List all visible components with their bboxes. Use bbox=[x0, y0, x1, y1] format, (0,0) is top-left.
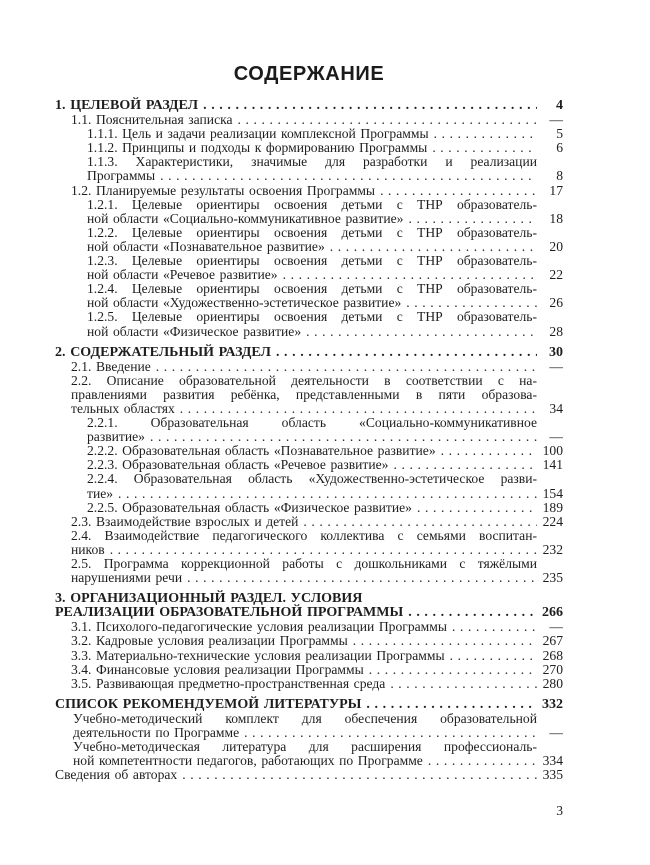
dot-leader bbox=[180, 402, 537, 416]
toc-entry bbox=[55, 501, 563, 515]
toc-entry-last-line bbox=[71, 649, 563, 663]
toc-entry-last-line bbox=[73, 754, 563, 768]
dot-leader bbox=[182, 768, 537, 782]
toc-entry-page: — bbox=[549, 112, 563, 128]
dot-leader bbox=[441, 444, 537, 458]
dot-leader bbox=[118, 487, 537, 501]
toc-entry-last-line bbox=[87, 487, 563, 501]
toc-entry bbox=[55, 557, 563, 585]
toc-entry bbox=[55, 677, 563, 691]
toc-entry-label: 2.1. Введение bbox=[71, 358, 151, 374]
dot-leader bbox=[450, 649, 537, 663]
dot-leader bbox=[393, 458, 537, 472]
toc-entry-label: 1.1.2. Принципы и подходы к формированию Программы bbox=[87, 140, 428, 156]
page-number: 3 bbox=[556, 803, 563, 819]
toc-entry bbox=[55, 360, 563, 374]
toc-entry-label: нарушениями речи bbox=[71, 570, 183, 586]
toc-entry bbox=[55, 634, 563, 648]
toc-entry bbox=[55, 458, 563, 472]
dot-leader bbox=[276, 346, 537, 360]
dot-leader bbox=[238, 113, 537, 127]
toc-entry-label: ной области «Социально-коммуникативное развитие» bbox=[87, 210, 404, 226]
toc-entry-page: 4 bbox=[556, 98, 563, 113]
toc-entry bbox=[55, 254, 563, 282]
toc-entry-last-line bbox=[87, 458, 563, 472]
toc-entry-page: 334 bbox=[542, 753, 563, 769]
toc-entry-label: Программы bbox=[87, 168, 156, 184]
toc-entry-page: 20 bbox=[549, 238, 563, 254]
toc-entry-label: 2. СОДЕРЖАТЕЛЬНЫЙ РАЗДЕЛ bbox=[55, 344, 271, 360]
toc-entry-last-line bbox=[71, 515, 563, 529]
dot-leader bbox=[428, 754, 537, 768]
toc-entry-last-line bbox=[87, 325, 563, 339]
toc-entry-label: развитие» bbox=[87, 429, 145, 445]
toc-entry bbox=[55, 127, 563, 141]
toc-entry-label: ной области «Речевое развитие» bbox=[87, 267, 278, 283]
dot-leader bbox=[390, 677, 537, 691]
toc-entry-page: 18 bbox=[549, 210, 563, 226]
toc-entry-last-line bbox=[87, 501, 563, 515]
toc-entry-wrap-line: 1.2.2. Целевые ориентиры освоения детьми с ТНР образователь- bbox=[87, 224, 537, 240]
toc-entry-page: 141 bbox=[542, 457, 563, 473]
toc-entry-page: — bbox=[549, 358, 563, 374]
toc-entry-label: 1.1.1. Цель и задачи реализации комплексной Программы bbox=[87, 126, 429, 142]
dot-leader bbox=[303, 515, 537, 529]
toc-entry-label: 1. ЦЕЛЕВОЙ РАЗДЕЛ bbox=[55, 98, 199, 113]
dot-leader bbox=[244, 726, 537, 740]
toc-entry-label: 2.2.3. Образовательная область «Речевое развитие» bbox=[87, 457, 389, 473]
dot-leader bbox=[330, 240, 537, 254]
toc-entry bbox=[55, 184, 563, 198]
toc-entry-last-line bbox=[73, 726, 563, 740]
dot-leader bbox=[417, 501, 537, 515]
toc-entry-wrap-line: правлениями развития ребёнка, представленными в пяти образова- bbox=[71, 386, 537, 402]
dot-leader bbox=[110, 543, 537, 557]
dot-leader bbox=[434, 127, 537, 141]
toc-entry-last-line bbox=[71, 620, 563, 634]
toc-entry-wrap-line: 1.2.1. Целевые ориентиры освоения детьми с ТНР образователь- bbox=[87, 196, 537, 212]
toc-entry-last-line bbox=[87, 212, 563, 226]
toc-entry bbox=[55, 712, 563, 740]
toc-entry-page: 268 bbox=[542, 647, 563, 663]
toc-entry-label: тие» bbox=[87, 485, 114, 501]
toc-entry-page: 8 bbox=[556, 168, 563, 184]
toc-entry bbox=[55, 374, 563, 416]
toc-entry bbox=[55, 444, 563, 458]
toc-entry-wrap-line: 1.2.5. Целевые ориентиры освоения детьми с ТНР образователь- bbox=[87, 309, 537, 325]
dot-leader bbox=[306, 325, 537, 339]
toc-entry-last-line bbox=[87, 169, 563, 183]
toc-entry-last-line bbox=[71, 184, 563, 198]
dot-leader bbox=[406, 296, 537, 310]
toc-entry-label: ной области «Познавательное развитие» bbox=[87, 238, 325, 254]
dot-leader bbox=[150, 430, 537, 444]
dot-leader bbox=[160, 169, 537, 183]
toc-entry-last-line bbox=[87, 240, 563, 254]
toc-entry-wrap-line: 2.4. Взаимодействие педагогического коллектива с семьями воспитан- bbox=[71, 527, 537, 543]
dot-leader bbox=[380, 184, 537, 198]
toc-entry-page: 267 bbox=[542, 633, 563, 649]
toc-entry bbox=[55, 155, 563, 183]
toc-entry bbox=[55, 99, 563, 113]
toc-entry bbox=[55, 198, 563, 226]
toc-entry-label: 1.1. Пояснительная записка bbox=[71, 112, 233, 128]
toc-entry-label: деятельности по Программе bbox=[73, 725, 240, 741]
toc-entry-page: 22 bbox=[549, 267, 563, 283]
toc-entry-last-line bbox=[71, 402, 563, 416]
toc-entry-wrap-line: 1.1.3. Характеристики, значимые для разработки и реализации bbox=[87, 154, 537, 170]
toc-entry-last-line bbox=[71, 571, 563, 585]
toc-entry-page: 6 bbox=[556, 140, 563, 156]
toc-entry-last-line bbox=[71, 634, 563, 648]
toc-entry bbox=[55, 740, 563, 768]
dot-leader bbox=[452, 620, 537, 634]
toc-entry-label: 3.5. Развивающая предметно-пространственная среда bbox=[71, 675, 386, 691]
toc-entry-label: ной компетентности педагогов, работающих по Программе bbox=[73, 753, 423, 769]
toc-entry-label: ной области «Художественно-эстетическое развитие» bbox=[87, 295, 402, 311]
toc-entry bbox=[55, 113, 563, 127]
toc-entry bbox=[55, 698, 563, 712]
toc-entry bbox=[55, 649, 563, 663]
toc-entry bbox=[55, 346, 563, 360]
toc-entry-page: 235 bbox=[542, 570, 563, 586]
toc-entry bbox=[55, 141, 563, 155]
toc-entry-wrap-line: 2.2.4. Образовательная область «Художественно-эстетическое разви- bbox=[87, 471, 537, 487]
toc-entry bbox=[55, 592, 563, 620]
toc-entry-page: — bbox=[549, 429, 563, 445]
toc-entry-page: 332 bbox=[542, 696, 563, 712]
dot-leader bbox=[408, 212, 537, 226]
toc-entry-last-line bbox=[71, 360, 563, 374]
toc-entry-page: 280 bbox=[542, 675, 563, 691]
toc-entry-wrap-line: 3. ОРГАНИЗАЦИОННЫЙ РАЗДЕЛ. УСЛОВИЯ bbox=[55, 591, 363, 607]
toc-entry-last-line bbox=[55, 768, 563, 782]
toc-entry bbox=[55, 310, 563, 338]
toc-entry-page: — bbox=[549, 619, 563, 635]
toc-entry-last-line bbox=[87, 268, 563, 282]
dot-leader bbox=[156, 360, 537, 374]
toc-entry-last-line bbox=[87, 141, 563, 155]
toc-entry bbox=[55, 226, 563, 254]
toc-entry bbox=[55, 472, 563, 500]
toc-entry-label: 2.2.2. Образовательная область «Познавательное развитие» bbox=[87, 443, 436, 459]
toc-entry-wrap-line: Учебно-методическая литература для расширения профессиональ- bbox=[73, 739, 537, 755]
toc-entry bbox=[55, 282, 563, 310]
toc-entry-page: 34 bbox=[549, 400, 563, 416]
toc-entry-page: 154 bbox=[542, 485, 563, 501]
toc-entry bbox=[55, 768, 563, 782]
toc-entry-page: 5 bbox=[556, 126, 563, 142]
toc-entry-last-line bbox=[71, 663, 563, 677]
toc-entry-last-line bbox=[87, 296, 563, 310]
toc-entry-last-line bbox=[55, 99, 563, 113]
toc-entry-page: 100 bbox=[542, 443, 563, 459]
toc-entry bbox=[55, 620, 563, 634]
toc-entry bbox=[55, 529, 563, 557]
toc-list bbox=[55, 99, 563, 782]
toc-entry bbox=[55, 663, 563, 677]
toc-entry-wrap-line: 2.2.1. Образовательная область «Социально-коммуникативное bbox=[87, 415, 537, 431]
page-title: СОДЕРЖАНИЕ bbox=[233, 63, 385, 85]
toc-entry-page: 28 bbox=[549, 323, 563, 339]
toc-entry-last-line bbox=[71, 113, 563, 127]
toc-entry-page: 224 bbox=[542, 513, 563, 529]
dot-leader bbox=[366, 698, 537, 712]
toc-entry-label: 3.1. Психолого-педагогические условия реализации Программы bbox=[71, 619, 448, 635]
toc-entry-label: 3.4. Финансовые условия реализации Программы bbox=[71, 661, 364, 677]
toc-entry-last-line bbox=[71, 677, 563, 691]
toc-entry-label: РЕАЛИЗАЦИИ ОБРАЗОВАТЕЛЬНОЙ ПРОГРАММЫ bbox=[55, 605, 404, 621]
toc-entry-page: 30 bbox=[549, 344, 563, 360]
toc-entry-last-line bbox=[71, 543, 563, 557]
toc-entry-last-line bbox=[55, 698, 563, 712]
toc-entry-page: 335 bbox=[542, 767, 563, 783]
toc-entry-label: 3.2. Кадровые условия реализации Программы bbox=[71, 633, 348, 649]
toc-entry-page: 232 bbox=[542, 541, 563, 557]
toc-entry-page: — bbox=[549, 725, 563, 741]
toc-entry-wrap-line: 1.2.3. Целевые ориентиры освоения детьми с ТНР образователь- bbox=[87, 253, 537, 269]
toc-entry-label: ников bbox=[71, 541, 105, 557]
dot-leader bbox=[432, 141, 537, 155]
toc-entry-label: ной области «Физическое развитие» bbox=[87, 323, 302, 339]
toc-entry-page: 189 bbox=[542, 499, 563, 515]
toc-entry-last-line bbox=[87, 444, 563, 458]
dot-leader bbox=[187, 571, 537, 585]
toc-entry-label: 1.2. Планируемые результаты освоения Программы bbox=[71, 182, 376, 198]
toc-entry-label: СПИСОК РЕКОМЕНДУЕМОЙ ЛИТЕРАТУРЫ bbox=[55, 696, 362, 712]
toc-entry-last-line bbox=[55, 346, 563, 360]
toc-entry-label: 3.3. Материально-технические условия реализации Программы bbox=[71, 647, 445, 663]
toc-entry-page: 266 bbox=[542, 605, 563, 621]
toc-entry-page: 17 bbox=[549, 182, 563, 198]
toc-entry-last-line bbox=[55, 606, 563, 620]
toc-entry-label: тельных областях bbox=[71, 400, 175, 416]
toc-entry bbox=[55, 416, 563, 444]
toc-entry-page: 26 bbox=[549, 295, 563, 311]
dot-leader bbox=[353, 634, 537, 648]
dot-leader bbox=[283, 268, 537, 282]
toc-entry-wrap-line: 2.5. Программа коррекционной работы с дошкольниками с тяжёлыми bbox=[71, 556, 537, 571]
toc-entry-last-line bbox=[87, 430, 563, 444]
toc-entry-wrap-line: 2.2. Описание образовательной деятельности в соответствии с на- bbox=[71, 372, 537, 388]
toc-entry-label: 2.3. Взаимодействие взрослых и детей bbox=[71, 513, 299, 529]
toc-entry-wrap-line: Учебно-методический комплект для обеспечения образовательной bbox=[73, 710, 537, 726]
dot-leader bbox=[203, 99, 537, 113]
toc-entry-page: 270 bbox=[542, 661, 563, 677]
toc-entry-label: 2.2.5. Образовательная область «Физическое развитие» bbox=[87, 499, 412, 515]
toc-entry-last-line bbox=[87, 127, 563, 141]
dot-leader bbox=[408, 606, 537, 620]
toc-entry-wrap-line: 1.2.4. Целевые ориентиры освоения детьми с ТНР образователь- bbox=[87, 281, 537, 297]
toc-entry bbox=[55, 515, 563, 529]
dot-leader bbox=[369, 663, 537, 677]
toc-entry-label: Сведения об авторах bbox=[55, 767, 178, 783]
